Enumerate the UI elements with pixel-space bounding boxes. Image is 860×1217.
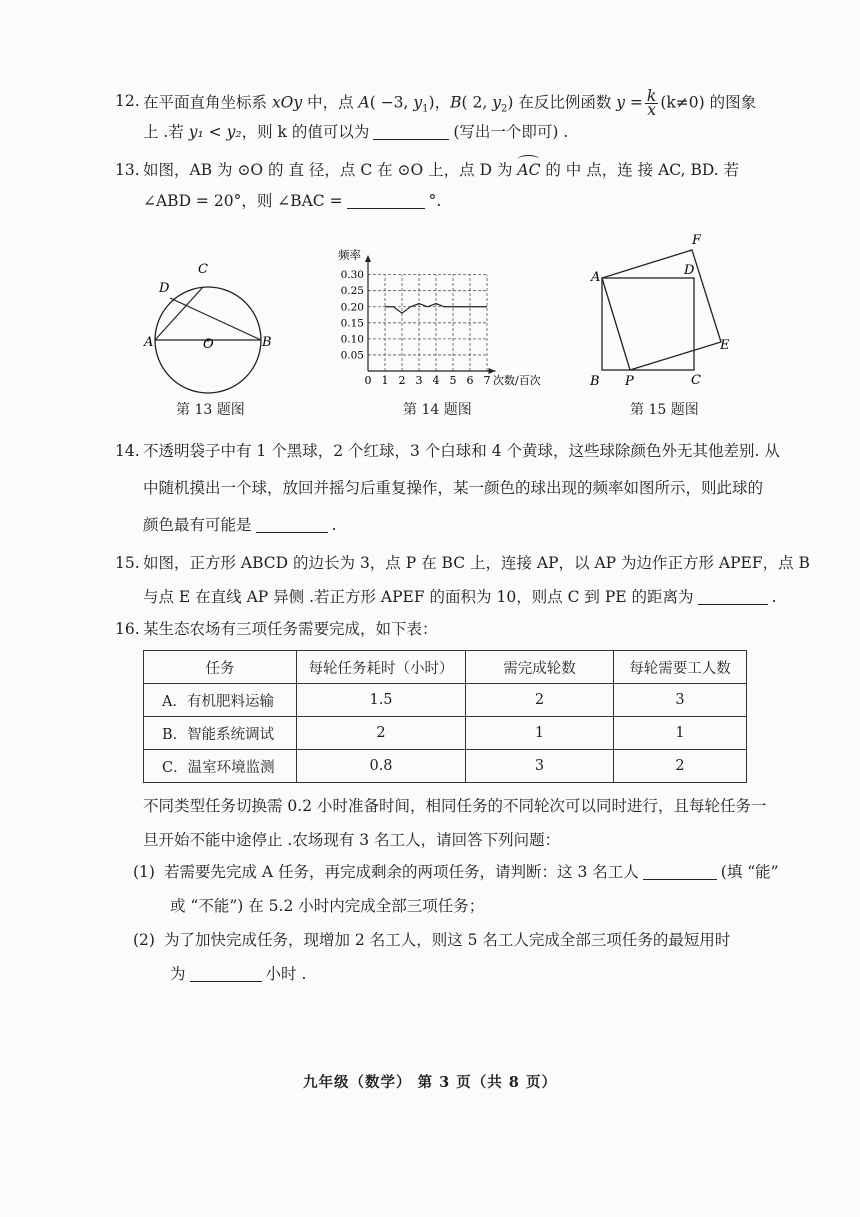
label-o: O — [203, 337, 214, 352]
label-p: P — [625, 374, 634, 389]
answer-blank[interactable] — [347, 190, 425, 209]
label-d: D — [159, 281, 170, 296]
task-table — [143, 650, 747, 783]
part-2-label: (2) — [133, 931, 155, 949]
table-header: 每轮需要工人数 — [614, 651, 747, 684]
x-tick-label: 3 — [415, 374, 423, 387]
table-cell: B．智能系统调试 — [144, 717, 297, 750]
table-cell: 3 — [614, 684, 747, 717]
arc-ac: AC — [517, 161, 541, 179]
question-13-line-1: 如图，AB 为 ⊙O 的 直 径，点 C 在 ⊙O 上，点 D 为 AC 的 中 点，连 接 AC, BD. 若 — [143, 161, 740, 179]
label-e: E — [720, 338, 730, 353]
question-number: 14. — [115, 442, 140, 460]
part-1-label: (1) — [133, 863, 155, 881]
part-2-line-2: 为 小时 . — [170, 965, 307, 983]
table-cell: A．有机肥料运输 — [144, 684, 297, 717]
y-axis-arrow — [365, 255, 371, 262]
answer-blank[interactable] — [373, 121, 449, 140]
table-cell: 2 — [297, 717, 466, 750]
question-12-line-2: 上 .若 y₁ < y₂，则 k 的值可以为 (写出一个即可) . — [143, 123, 569, 141]
table-row — [144, 717, 747, 750]
question-16-after-2: 旦开始不能中途停止 .农场现有 3 名工人，请回答下列问题： — [143, 831, 561, 849]
answer-blank[interactable] — [256, 514, 328, 533]
label-a: A — [144, 335, 154, 350]
figure-14-chart — [330, 243, 541, 393]
x-tick-label: 6 — [466, 374, 474, 387]
label-a: A — [591, 270, 601, 285]
answer-blank[interactable] — [190, 963, 262, 982]
page-footer: 九年级（数学） 第 3 页（共 8 页） — [303, 1074, 557, 1091]
table-header: 需完成轮数 — [466, 651, 614, 684]
x-tick-label: 5 — [449, 374, 457, 387]
y-axis-label: 频率 — [338, 248, 361, 262]
figure-15-caption: 第 15 题图 — [630, 402, 699, 418]
figure-13 — [140, 258, 280, 398]
part-2-line-1: 为了加快完成任务，现增加 2 名工人，则这 5 名工人完成全部三项任务的最短用时 — [164, 931, 731, 949]
x-tick-label: 1 — [381, 374, 389, 387]
answer-blank[interactable] — [643, 861, 717, 880]
table-cell: 1 — [466, 717, 614, 750]
table-cell: 2 — [466, 684, 614, 717]
question-number: 15. — [115, 554, 140, 572]
x-tick-label: 2 — [398, 374, 406, 387]
table-header: 任务 — [144, 651, 297, 684]
question-15-line-2: 与点 E 在直线 AP 异侧 .若正方形 APEF 的面积为 10，则点 C 到 PE 的距离为 . — [143, 588, 777, 606]
y-tick-label: 0.20 — [340, 301, 364, 314]
y-tick-label: 0.25 — [340, 285, 364, 298]
label-c: C — [691, 373, 701, 388]
table-cell: 1 — [614, 717, 747, 750]
question-15-line-1: 如图，正方形 ABCD 的边长为 3，点 P 在 BC 上，连接 AP，以 AP 为边作正方形 APEF，点 B — [143, 554, 810, 572]
label-b: B — [590, 374, 600, 389]
figure-14-caption: 第 14 题图 — [403, 402, 472, 418]
table-cell: 1.5 — [297, 684, 466, 717]
x-axis-label: 次数/百次 — [493, 374, 541, 387]
y-tick-label: 0.10 — [340, 333, 364, 346]
table-cell: C．温室环境监测 — [144, 750, 297, 783]
table-row — [144, 684, 747, 717]
question-16-after-1: 不同类型任务切换需 0.2 小时准备时间，相同任务的不同轮次可以同时进行，且每轮任务一 — [143, 797, 767, 815]
answer-blank[interactable] — [698, 586, 768, 605]
y-tick-label: 0.05 — [340, 349, 364, 362]
label-b: B — [262, 335, 272, 350]
table-cell: 0.8 — [297, 750, 466, 783]
label-d: D — [684, 263, 695, 278]
question-14-line-3: 颜色最有可能是 . — [143, 516, 337, 534]
table-row — [144, 750, 747, 783]
question-number: 12. — [115, 92, 140, 110]
x-tick-label: 7 — [483, 374, 491, 387]
table-cell: 3 — [466, 750, 614, 783]
part-1-line-1: 若需要先完成 A 任务，再完成剩余的两项任务，请判断：这 3 名工人 (填 “能” — [164, 863, 779, 881]
label-f: F — [692, 233, 702, 248]
part-1-line-2: 或 “不能”) 在 5.2 小时内完成全部三项任务； — [170, 897, 485, 915]
question-number: 16. — [115, 620, 140, 638]
table-cell: 2 — [614, 750, 747, 783]
y-tick-label: 0.15 — [340, 317, 364, 330]
question-14-line-2: 中随机摸出一个球，放回并摇匀后重复操作，某一颜色的球出现的频率如图所示，则此球的 — [143, 479, 764, 497]
label-c: C — [198, 262, 208, 277]
fraction-k-over-x: $\frac{k}{x}$ — [646, 87, 657, 119]
square-apef — [602, 250, 721, 370]
question-14-line-1: 不透明袋子中有 1 个黑球，2 个红球，3 个白球和 4 个黄球，这些球除颜色外无其他差别. 从 — [143, 442, 780, 460]
x-tick-label: 4 — [432, 374, 440, 387]
table-header-row — [144, 651, 747, 684]
question-13-line-2: ∠ABD = 20°，则 ∠BAC = °. — [143, 192, 442, 210]
figure-13-caption: 第 13 题图 — [176, 402, 245, 418]
question-16-intro: 某生态农场有三项任务需要完成，如下表： — [143, 620, 438, 638]
y-tick-label: 0.30 — [340, 269, 364, 282]
table-header: 每轮任务耗时（小时） — [297, 651, 466, 684]
question-12-line-1: 在平面直角坐标系 xOy 中，点 A( −3, $y_1$)，B( 2, $y_2$) 在反比例函数 y = $\frac{k}{x}$ (k≠0) 的图象 — [143, 87, 757, 119]
x-tick-label: 0 — [364, 374, 372, 387]
question-number: 13. — [115, 161, 140, 179]
figure-15 — [588, 230, 733, 390]
